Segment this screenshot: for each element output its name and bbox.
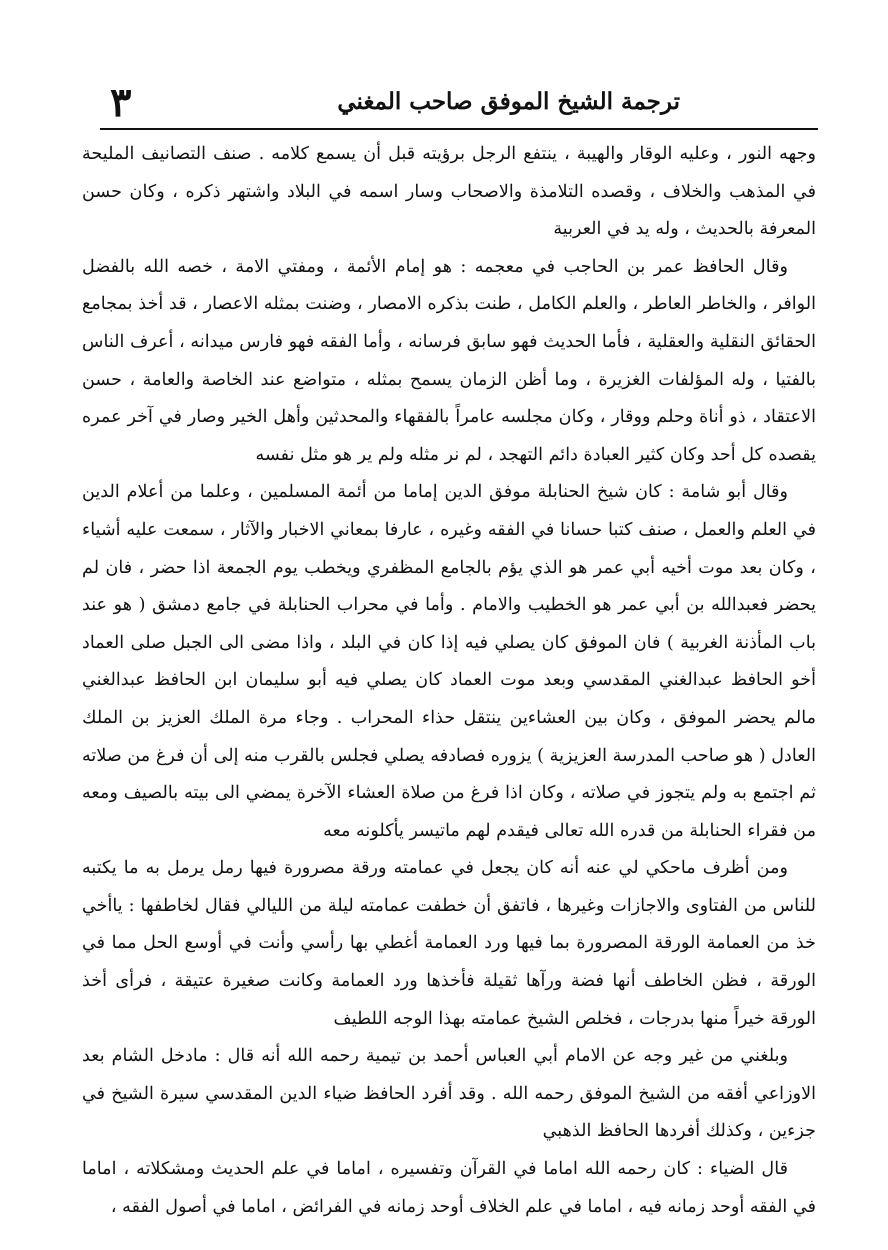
- paragraph: ومن أظرف ماحكي لي عنه أنه كان يجعل في عمامته ورقة مصرورة فيها رمل يرمل به ما يكتبه للناس من الفتاوى والاجازات وغيرها ، فاتفق أن خطفت عمامته ليلة من الليالي فقال لخاطفها : ياأخي خذ من العمامة الورقة المصرورة بما فيها ورد العمامة أغطي بها رأسي وأنت في أوسع الحل مما في الورقة ، فظن الخاطف أنها فضة ورآها ثقيلة فأخذها ورد العمامة وكانت صغيرة عتيقة ، فرأى أخذ الورقة خيراً منها بدرجات ، فخلص الشيخ عمامته بهذا الوجه اللطيف: [82, 858, 816, 1029]
- paragraph: وقال الحافظ عمر بن الحاجب في معجمه : هو إمام الأئمة ، ومفتي الامة ، خصه الله بالفضل الوافر ، والخاطر العاطر ، والعلم الكامل ، طنت بذكره الامصار ، وضنت بمثله الاعصار ، قد أخذ بمجامع الحقائق النقلية والعقلية ، فأما الحديث فهو سابق فرسانه ، وأما الفقه فهو فارس ميدانه ، أعرف الناس بالفتيا ، وله المؤلفات الغزيرة ، وما أظن الزمان يسمح بمثله ، متواضع عند الخاصة والعامة ، حسن الاعتقاد ، ذو أناة وحلم ووقار ، وكان مجلسه عامراً بالفقهاء والمحدثين وأهل الخير وصار في آخر عمره يقصده كل أحد وكان كثير العبادة دائم التهجد ، لم نر مثله ولم ير هو مثل نفسه: [82, 256, 816, 465]
- paragraph: وبلغني من غير وجه عن الامام أبي العباس أحمد بن تيمية رحمه الله أنه قال : مادخل الشام بعد الاوزاعي أفقه من الشيخ الموفق رحمه الله . وقد أفرد الحافظ ضياء الدين المقدسي سيرة الشيخ في جزءين ، وكذلك أفردها الحافظ الذهبي: [82, 1046, 816, 1142]
- page-header: [110, 80, 840, 126]
- paragraph: وجهه النور ، وعليه الوقار والهيبة ، ينتفع الرجل برؤيته قبل أن يسمع كلامه . صنف التصانيف المليحة في المذهب والخلاف ، وقصده التلامذة والاصحاب وسار اسمه في البلاد واشتهر ذكره ، وكان حسن المعرفة بالحديث ، وله يد في العربية: [82, 144, 816, 240]
- running-title: ترجمة الشيخ الموفق صاحب المغني: [337, 88, 680, 115]
- header-rule: [100, 128, 818, 130]
- paragraph: وقال أبو شامة : كان شيخ الحنابلة موفق الدين إماما من أئمة المسلمين ، وعلما من أعلام الدين في العلم والعمل ، صنف كتبا حسانا في الفقه وغيره ، عارفا بمعاني الاخبار والآثار ، سمعت عليه أشياء ، وكان بعد موت أخيه أبي عمر هو الذي يؤم بالجامع المظفري ويخطب يوم الجمعة اذا حضر ، فان لم يحضر فعبدالله بن أبي عمر هو الخطيب والامام . وأما في محراب الحنابلة في جامع دمشق ( هو عند باب المأذنة الغربية ) فان الموفق كان يصلي فيه إذا كان في البلد ، واذا مضى الى الجبل صلى العماد أخو الحافظ عبدالغني المقدسي وبعد موت العماد كان يصلي فيه أبو سليمان ابن الحافظ عبدالغني مالم يحضر الموفق ، وكان بين العشاءين ينتقل حذاء المحراب . وجاء مرة الملك العزيز بن الملك العادل ( هو صاحب المدرسة العزيزية ) يزوره فصادفه يصلي فجلس بالقرب منه إلى أن فرغ من صلاته ثم اجتمع به ولم يتجوز في صلاته ، وكان اذا فرغ من صلاة العشاء الآخرة يمضي الى بيته بالصيف ومعه من فقراء الحنابلة من قدره الله تعالى فيقدم لهم ماتيسر يأكلونه معه: [82, 482, 816, 841]
- paragraph: قال الضياء : كان رحمه الله اماما في القرآن وتفسيره ، اماما في علم الحديث ومشكلاته ، اماما في الفقه أوحد زمانه فيه ، اماما في علم الخلاف أوحد زمانه في الفرائض ، اماما في أصول الفقه ،: [82, 1159, 816, 1217]
- page-number: ٣: [110, 79, 132, 126]
- page-body: [82, 136, 816, 1226]
